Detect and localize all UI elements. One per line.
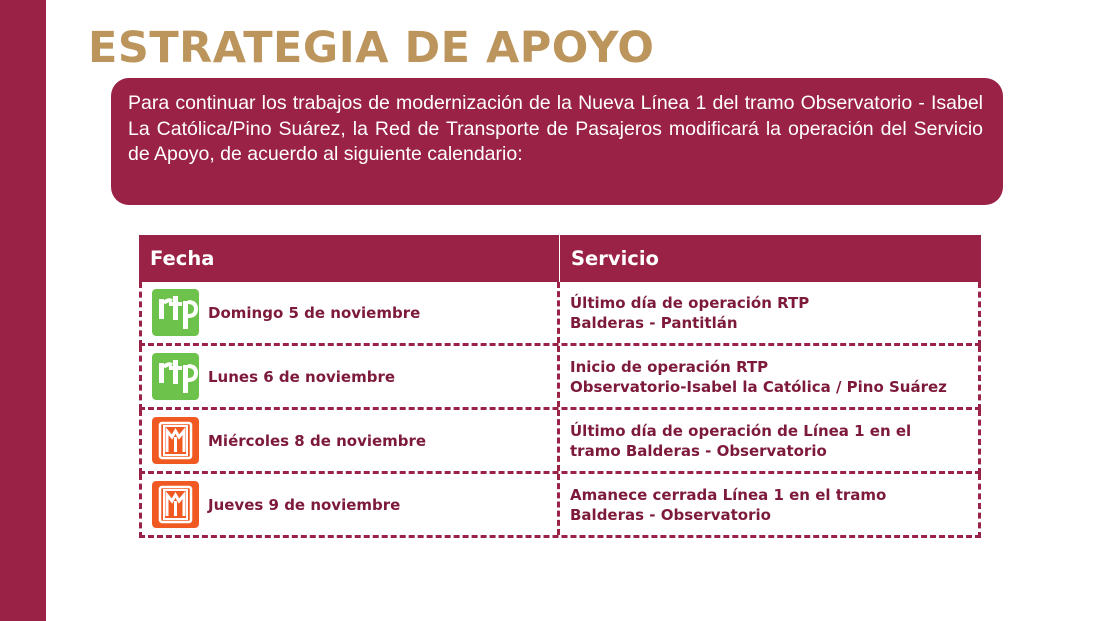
table-row — [139, 474, 981, 538]
servicio-line: tramo Balderas - Observatorio — [570, 441, 827, 460]
fecha-cell — [142, 474, 560, 535]
side-accent-bar — [0, 0, 46, 621]
servicio-cell — [560, 410, 978, 471]
fecha-text: Miércoles 8 de noviembre — [208, 431, 427, 450]
metro-logo-icon — [152, 481, 199, 528]
rtp-logo-icon — [152, 353, 199, 400]
servicio-line: Inicio de operación RTP — [570, 357, 769, 376]
fecha-text: Lunes 6 de noviembre — [208, 367, 396, 386]
header-servicio: Servicio — [571, 247, 659, 270]
fecha-cell — [142, 346, 560, 407]
intro-box — [111, 78, 1003, 205]
fecha-text: Domingo 5 de noviembre — [208, 303, 421, 322]
fecha-cell — [142, 410, 560, 471]
table-row — [139, 410, 981, 474]
servicio-line: Balderas - Observatorio — [570, 505, 771, 524]
table-header — [139, 235, 981, 282]
servicio-line: Último día de operación de Línea 1 en el — [570, 421, 912, 440]
table-row — [139, 282, 981, 346]
rtp-logo-icon — [152, 289, 199, 336]
servicio-line: Balderas - Pantitlán — [570, 313, 738, 332]
page-title: ESTRATEGIA DE APOYO — [88, 23, 655, 73]
servicio-line: Amanece cerrada Línea 1 en el tramo — [570, 485, 887, 504]
servicio-cell — [560, 346, 978, 407]
intro-text: Para continuar los trabajos de modernización de la Nueva Línea 1 del tramo Observatorio - Isabel La Católica/Pino Suárez, la Red de Transporte de Pasajeros modificará la operación del Servicio de Apoyo, de acuerdo al siguiente calendario: — [128, 92, 983, 165]
table-row — [139, 346, 981, 410]
servicio-line: Observatorio-Isabel la Católica / Pino Suárez — [570, 377, 947, 396]
servicio-cell — [560, 474, 978, 535]
fecha-cell — [142, 282, 560, 343]
metro-logo-icon — [152, 417, 199, 464]
schedule-table — [139, 235, 981, 538]
servicio-line: Último día de operación RTP — [570, 293, 810, 312]
servicio-cell — [560, 282, 978, 343]
fecha-text: Jueves 9 de noviembre — [208, 495, 401, 514]
header-fecha: Fecha — [139, 235, 560, 282]
